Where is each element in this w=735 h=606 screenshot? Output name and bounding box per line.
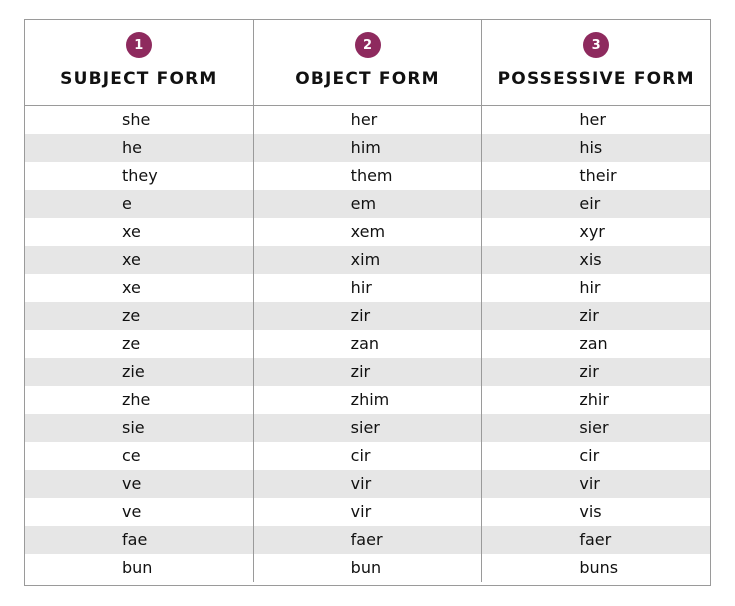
table-row xyxy=(25,498,710,526)
table-cell: zhir xyxy=(579,390,609,409)
table-cell: sier xyxy=(254,414,483,442)
table-cell: e xyxy=(25,190,254,218)
table-row xyxy=(25,442,710,470)
table-cell: ze xyxy=(25,302,254,330)
table-row xyxy=(25,106,710,134)
table-cell: their xyxy=(579,166,617,185)
table-row xyxy=(25,190,710,218)
table-cell: bun xyxy=(25,554,254,582)
table-cell: vir xyxy=(254,498,483,526)
table-cell: vis xyxy=(579,502,602,521)
table-cell: xe xyxy=(25,246,254,274)
number-badge: 1 xyxy=(126,32,152,58)
table-row xyxy=(25,162,710,190)
table-row xyxy=(25,386,710,414)
table-row xyxy=(25,554,710,582)
table-cell: ve xyxy=(25,470,254,498)
table-cell: cir xyxy=(254,442,483,470)
table-cell: zir xyxy=(254,302,483,330)
table-cell: cir xyxy=(579,446,600,465)
table-cell: xe xyxy=(25,274,254,302)
table-cell: vir xyxy=(254,470,483,498)
table-cell: zan xyxy=(579,334,608,353)
table-cell: xem xyxy=(254,218,483,246)
table-cell: zan xyxy=(254,330,483,358)
table-cell: him xyxy=(254,134,483,162)
header-cell xyxy=(25,20,254,105)
header-cell xyxy=(254,20,483,105)
number-badge: 2 xyxy=(355,32,381,58)
table-cell: ve xyxy=(25,498,254,526)
table-cell: them xyxy=(254,162,483,190)
table-cell: her xyxy=(579,110,606,129)
table-row xyxy=(25,414,710,442)
table-cell: zir xyxy=(579,306,599,325)
table-cell: vir xyxy=(579,474,600,493)
table-cell: she xyxy=(25,106,254,134)
table-cell: xyr xyxy=(579,222,605,241)
table-cell: his xyxy=(579,138,603,157)
column-title: POSSESSIVE FORM xyxy=(497,69,695,89)
table-cell: xis xyxy=(579,250,602,269)
table-cell: fae xyxy=(25,526,254,554)
table-cell: buns xyxy=(579,558,619,577)
table-cell: zhim xyxy=(254,386,483,414)
table-cell: they xyxy=(25,162,254,190)
table-row xyxy=(25,358,710,386)
table-row xyxy=(25,246,710,274)
table-cell: faer xyxy=(254,526,483,554)
table-cell: faer xyxy=(579,530,612,549)
table-cell: her xyxy=(254,106,483,134)
table-header xyxy=(25,20,710,106)
table-row xyxy=(25,526,710,554)
table-cell: he xyxy=(25,134,254,162)
table-row xyxy=(25,274,710,302)
table-cell: sie xyxy=(25,414,254,442)
pronoun-table xyxy=(24,19,711,586)
table-cell: ze xyxy=(25,330,254,358)
table-cell: hir xyxy=(254,274,483,302)
table-row xyxy=(25,330,710,358)
table-cell: zir xyxy=(579,362,599,381)
table-cell: zhe xyxy=(25,386,254,414)
table-cell: em xyxy=(254,190,483,218)
column-title: OBJECT FORM xyxy=(295,69,440,89)
table-cell: zir xyxy=(254,358,483,386)
table-row xyxy=(25,134,710,162)
table-cell: hir xyxy=(579,278,601,297)
table-cell: xim xyxy=(254,246,483,274)
table-row xyxy=(25,218,710,246)
number-badge: 3 xyxy=(583,32,609,58)
table-cell: eir xyxy=(579,194,601,213)
table-row xyxy=(25,302,710,330)
table-row xyxy=(25,470,710,498)
table-cell: bun xyxy=(254,554,483,582)
table-cell: zie xyxy=(25,358,254,386)
column-title: SUBJECT FORM xyxy=(60,69,218,89)
table-cell: sier xyxy=(579,418,609,437)
table-body xyxy=(25,106,710,582)
header-cell xyxy=(482,20,710,105)
table-cell: ce xyxy=(25,442,254,470)
table-cell: xe xyxy=(25,218,254,246)
